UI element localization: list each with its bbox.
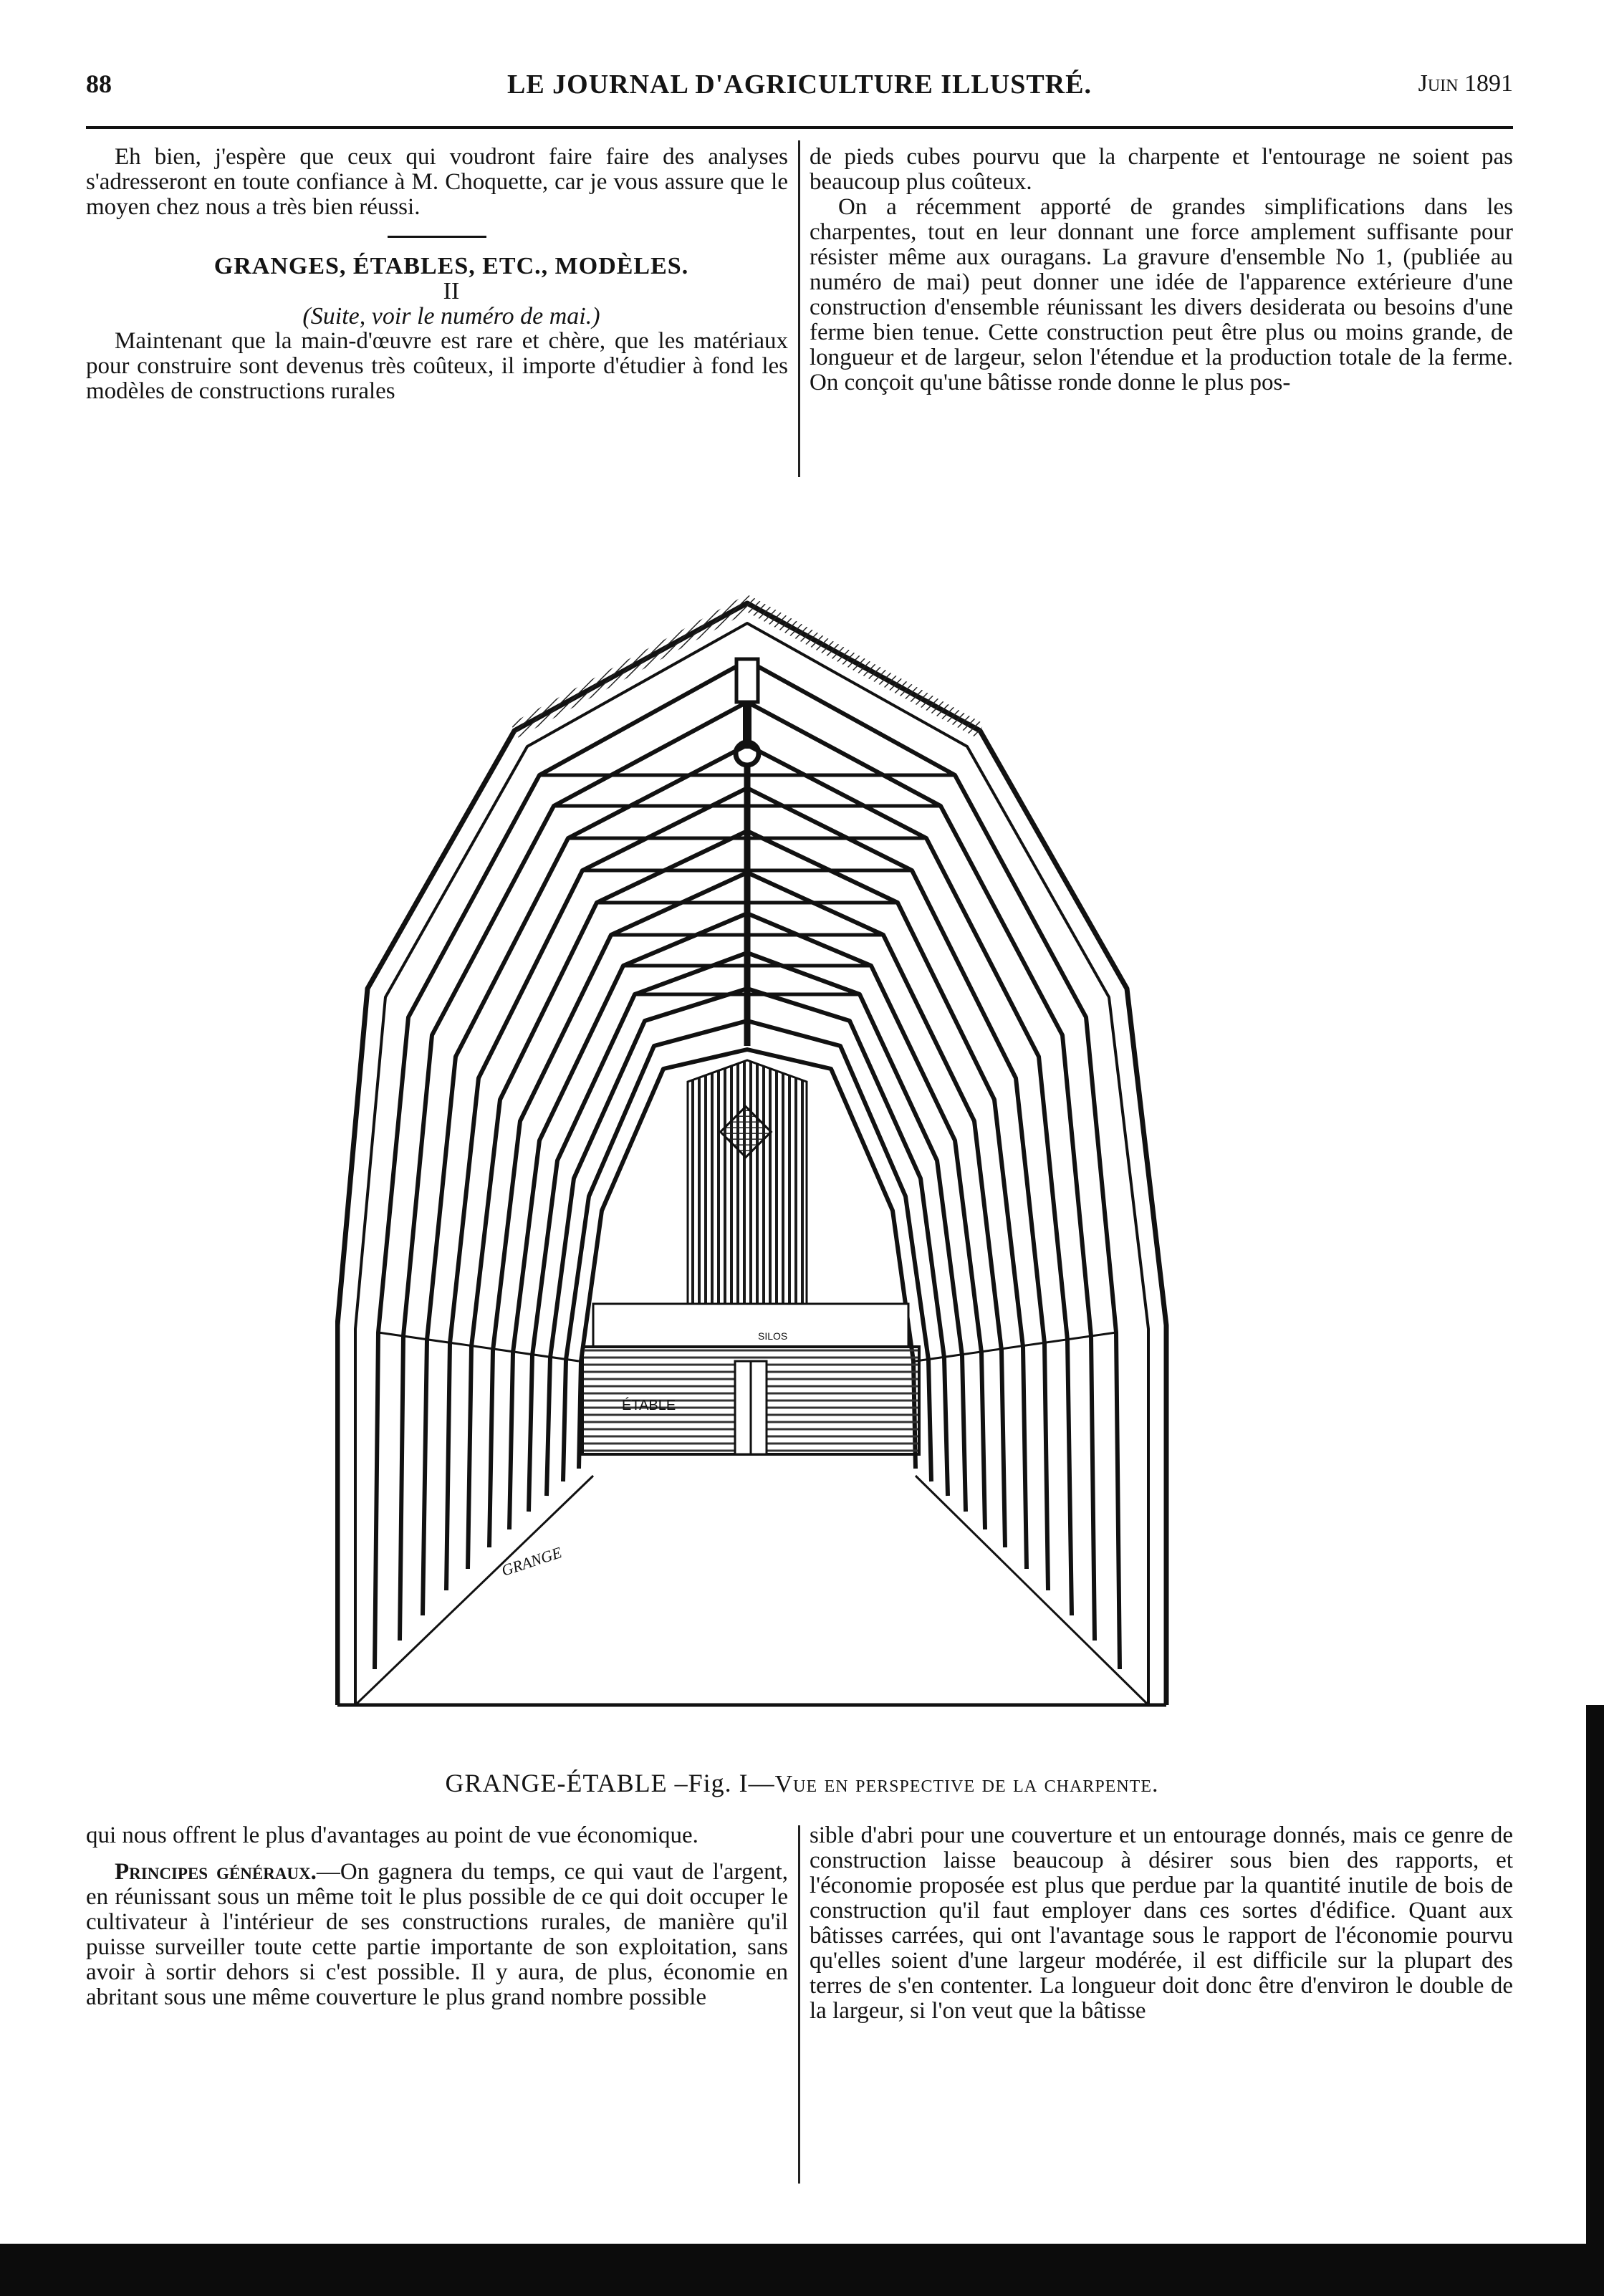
paragraph: On a récemment apporté de grandes simplifications dans les charpentes, tout en leur donnant une force amplement suffisante pour résister même aux ouragans. La gravure d'ensemble No 1, (publiée au numéro de mai) peut donner une idée de l'apparence extérieure d'une construction d'ensemble réunissant les divers desiderata ou besoins d'une ferme bien tenue. Cette construction peut être plus ou moins grande, de longueur et de largeur, selon l'étendue et la production totale de la ferme. On conçoit qu'une bâtisse ronde donne le plus pos- — [810, 194, 1513, 395]
back-wall — [499, 1060, 919, 1580]
caption-rest: Vue en perspective de la charpente. — [774, 1771, 1159, 1797]
header-rule — [86, 126, 1513, 129]
etable-label: ÉTABLE — [622, 1398, 676, 1413]
scan-edge-shadow — [1586, 1705, 1604, 2249]
section-separator — [388, 236, 486, 238]
section-number: II — [443, 278, 460, 304]
top-left-column — [86, 145, 788, 404]
paragraph: sible d'abri pour une couverture et un entourage donnés, mais ce genre de construction laisse beaucoup à désirer sous bien des rapports, et l'économie proposée est plus que perdue par la quantité inutile de bois de construction qu'il faut employer dans ces sortes d'édifice. Quant aux bâtisses carrées, qui ont l'avantage sous le rapport de l'économie pourvu qu'elles soient d'une largeur modérée, il est difficile sur la plupart des terres de s'en contenter. La longueur doit donc être d'environ le double de la largeur, si l'on veut que la bâtisse — [810, 1822, 1513, 2024]
section-title: GRANGES, ÉTABLES, ETC., MODÈLES. — [213, 253, 689, 279]
bottom-left-column — [86, 1823, 788, 2010]
caption-main: GRANGE-ÉTABLE –Fig. I— — [445, 1769, 775, 1797]
paragraph: Eh bien, j'espère que ceux qui voudront faire faire des analyses s'adresseront en toute confiance à M. Choquette, car je vous assure que le moyen chez nous a très bien réussi. — [86, 144, 788, 220]
barn-framework-figure — [335, 587, 1259, 1712]
scan-bottom-shadow — [0, 2244, 1604, 2296]
paragraph: qui nous offrent le plus d'avantages au point de vue économique. — [86, 1822, 698, 1848]
issue-date: Juin 1891 — [1418, 70, 1513, 97]
silos-label: SILOS — [758, 1330, 788, 1342]
paragraph-lead: Principes généraux. — [115, 1859, 317, 1885]
column-rule — [798, 1825, 800, 2184]
paragraph: de pieds cubes pourvu que la charpente et l'entourage ne soient pas beaucoup plus coûteux. — [810, 144, 1513, 195]
bottom-right-column — [810, 1823, 1513, 2024]
hay-track — [736, 659, 759, 1046]
grange-label: GRANGE — [499, 1543, 565, 1580]
paragraph-body: —On gagnera du temps, ce qui vaut de l'argent, en réunissant sous un même toit le plus possible de ce qui doit occuper le cultivateur à l'intérieur de ses constructions rurales, de manière qu'il puisse surveiller toute cette partie importante de son exploitation, sans avoir à sortir dehors si c'est possible. Il y aura, de plus, économie en abritant sous une même couverture le plus grand nombre possible — [86, 1859, 788, 2010]
running-header — [86, 69, 1513, 105]
top-right-column — [810, 145, 1513, 395]
paragraph: Maintenant que la main-d'œuvre est rare et chère, que les matériaux pour construire sont devenus très coûteux, il importe d'étudier à fond les modèles de constructions rurales — [86, 328, 788, 404]
page-number: 88 — [86, 69, 112, 98]
figure-caption — [0, 1768, 1604, 1798]
journal-title: LE JOURNAL D'AGRICULTURE ILLUSTRÉ. — [506, 69, 1092, 100]
column-rule — [798, 140, 800, 477]
section-note: (Suite, voir le numéro de mai.) — [302, 303, 600, 330]
paragraph — [86, 1860, 788, 2010]
